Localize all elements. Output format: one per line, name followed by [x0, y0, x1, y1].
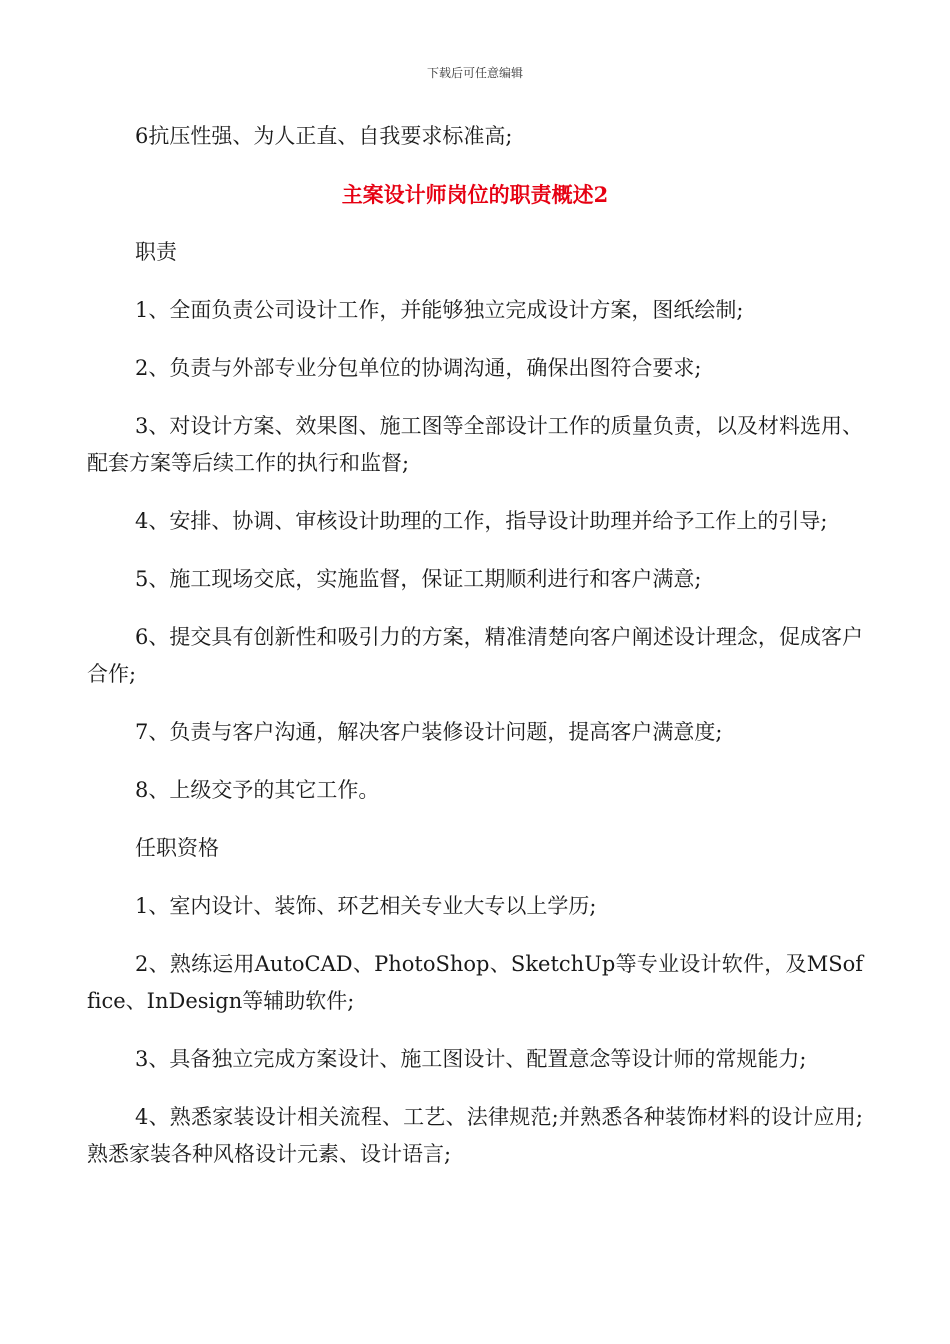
qualification-item: 1、室内设计、装饰、环艺相关专业大专以上学历;: [135, 894, 597, 918]
qualification-item: 2、熟练运用AutoCAD、PhotoShop、SketchUp等专业设计软件，及MSoffice、InDesign等辅助软件;: [87, 952, 863, 1013]
duty-item: 4、安排、协调、审核设计助理的工作，指导设计助理并给予工作上的引导;: [135, 509, 828, 533]
duties-heading: 职责: [135, 240, 177, 264]
qualification-item: 4、熟悉家装设计相关流程、工艺、法律规范;并熟悉各种装饰材料的设计应用;熟悉家装各种风格设计元素、设计语言;: [87, 1105, 863, 1166]
duty-item: 5、施工现场交底，实施监督，保证工期顺利进行和客户满意;: [135, 567, 702, 591]
duty-item: 8、上级交予的其它工作。: [135, 778, 380, 802]
page-header: 下载后可任意编辑: [426, 66, 523, 80]
duty-item: 3、对设计方案、效果图、施工图等全部设计工作的质量负责，以及材料选用、配套方案等后续工作的执行和监督;: [87, 414, 863, 475]
qualifications-heading: 任职资格: [135, 836, 219, 860]
duty-item: 2、负责与外部专业分包单位的协调沟通，确保出图符合要求;: [135, 356, 702, 380]
qualification-item: 3、具备独立完成方案设计、施工图设计、配置意念等设计师的常规能力;: [135, 1047, 807, 1071]
section-title: 主案设计师岗位的职责概述2: [341, 182, 609, 207]
duty-item: 7、负责与客户沟通，解决客户装修设计问题，提高客户满意度;: [135, 720, 723, 744]
duty-item: 1、全面负责公司设计工作，并能够独立完成设计方案，图纸绘制;: [135, 298, 744, 322]
intro-paragraph: 6抗压性强、为人正直、自我要求标准高;: [135, 124, 513, 148]
duty-item: 6、提交具有创新性和吸引力的方案，精准清楚向客户阐述设计理念，促成客户合作;: [87, 625, 863, 686]
document-body: [87, 118, 863, 1194]
